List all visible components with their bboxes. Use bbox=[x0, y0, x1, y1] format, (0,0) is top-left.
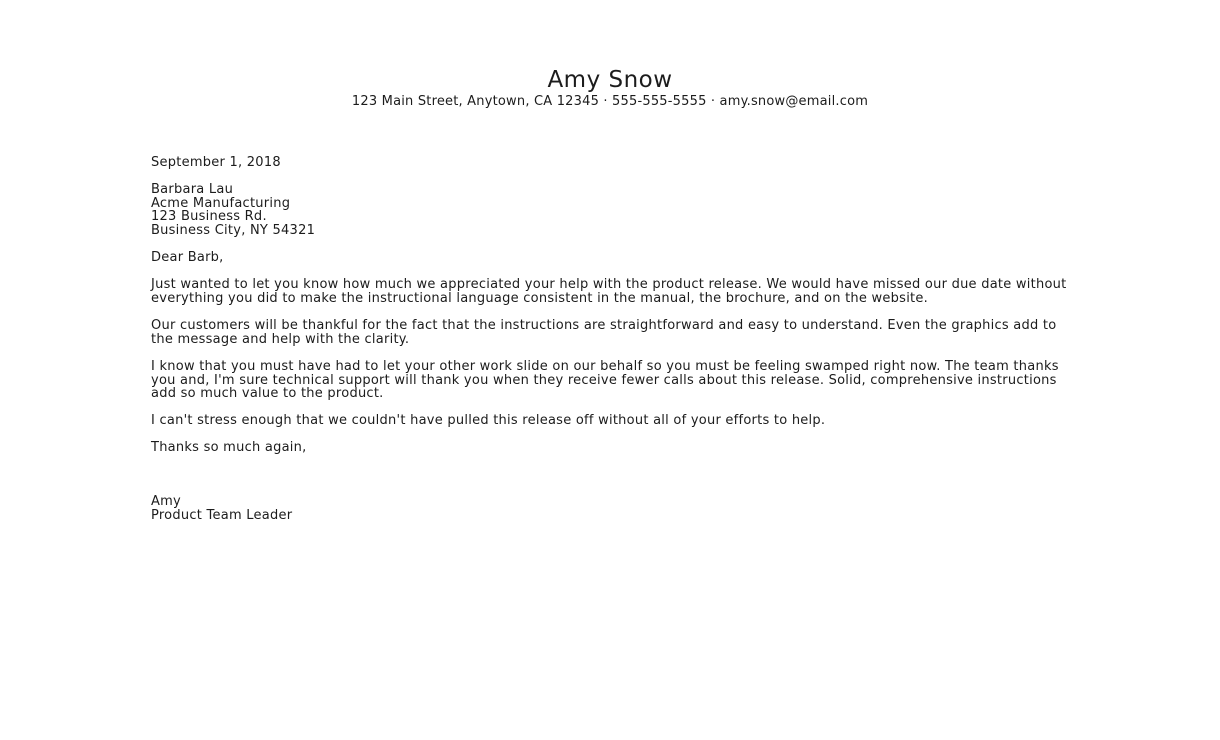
signature-name: Amy bbox=[151, 494, 181, 510]
body-paragraph-4: I can't stress enough that we couldn't have pulled this release off without all of your efforts to help. bbox=[151, 413, 826, 429]
date-line: September 1, 2018 bbox=[151, 155, 281, 170]
recipient-street: 123 Business Rd. bbox=[151, 209, 267, 225]
letterhead bbox=[0, 0, 1220, 109]
body-paragraph-2: Our customers will be thankful for the fact that the instructions are straightforward and easy to understand. Even the graphics add to the message and help with the clarity. bbox=[151, 318, 1057, 347]
body-paragraph-1: Just wanted to let you know how much we appreciated your help with the product release. We would have missed our due date without everything you did to make the instructional language consistent in the manual, the brochure, and on the website. bbox=[151, 277, 1067, 306]
sender-name: Amy Snow bbox=[547, 67, 673, 93]
recipient-name: Barbara Lau bbox=[151, 182, 234, 198]
salutation: Dear Barb, bbox=[151, 250, 224, 266]
body-paragraph-3: I know that you must have had to let your other work slide on our behalf so you must be feeling swamped right now. The team thanks you and, I'm sure technical support will thank you when they receive fewer calls about this release. Solid, comprehensive instructions add so much value to the product. bbox=[151, 358, 1059, 402]
closing-line: Thanks so much again, bbox=[151, 440, 307, 456]
signature-title: Product Team Leader bbox=[151, 507, 293, 523]
sender-contact-line: 123 Main Street, Anytown, CA 12345 · 555-555-5555 · amy.snow@email.com bbox=[351, 94, 869, 109]
recipient-company: Acme Manufacturing bbox=[151, 195, 291, 211]
recipient-address bbox=[151, 183, 1068, 237]
letter-body bbox=[151, 156, 1068, 522]
signature-block bbox=[151, 495, 1068, 522]
recipient-city: Business City, NY 54321 bbox=[151, 222, 316, 238]
